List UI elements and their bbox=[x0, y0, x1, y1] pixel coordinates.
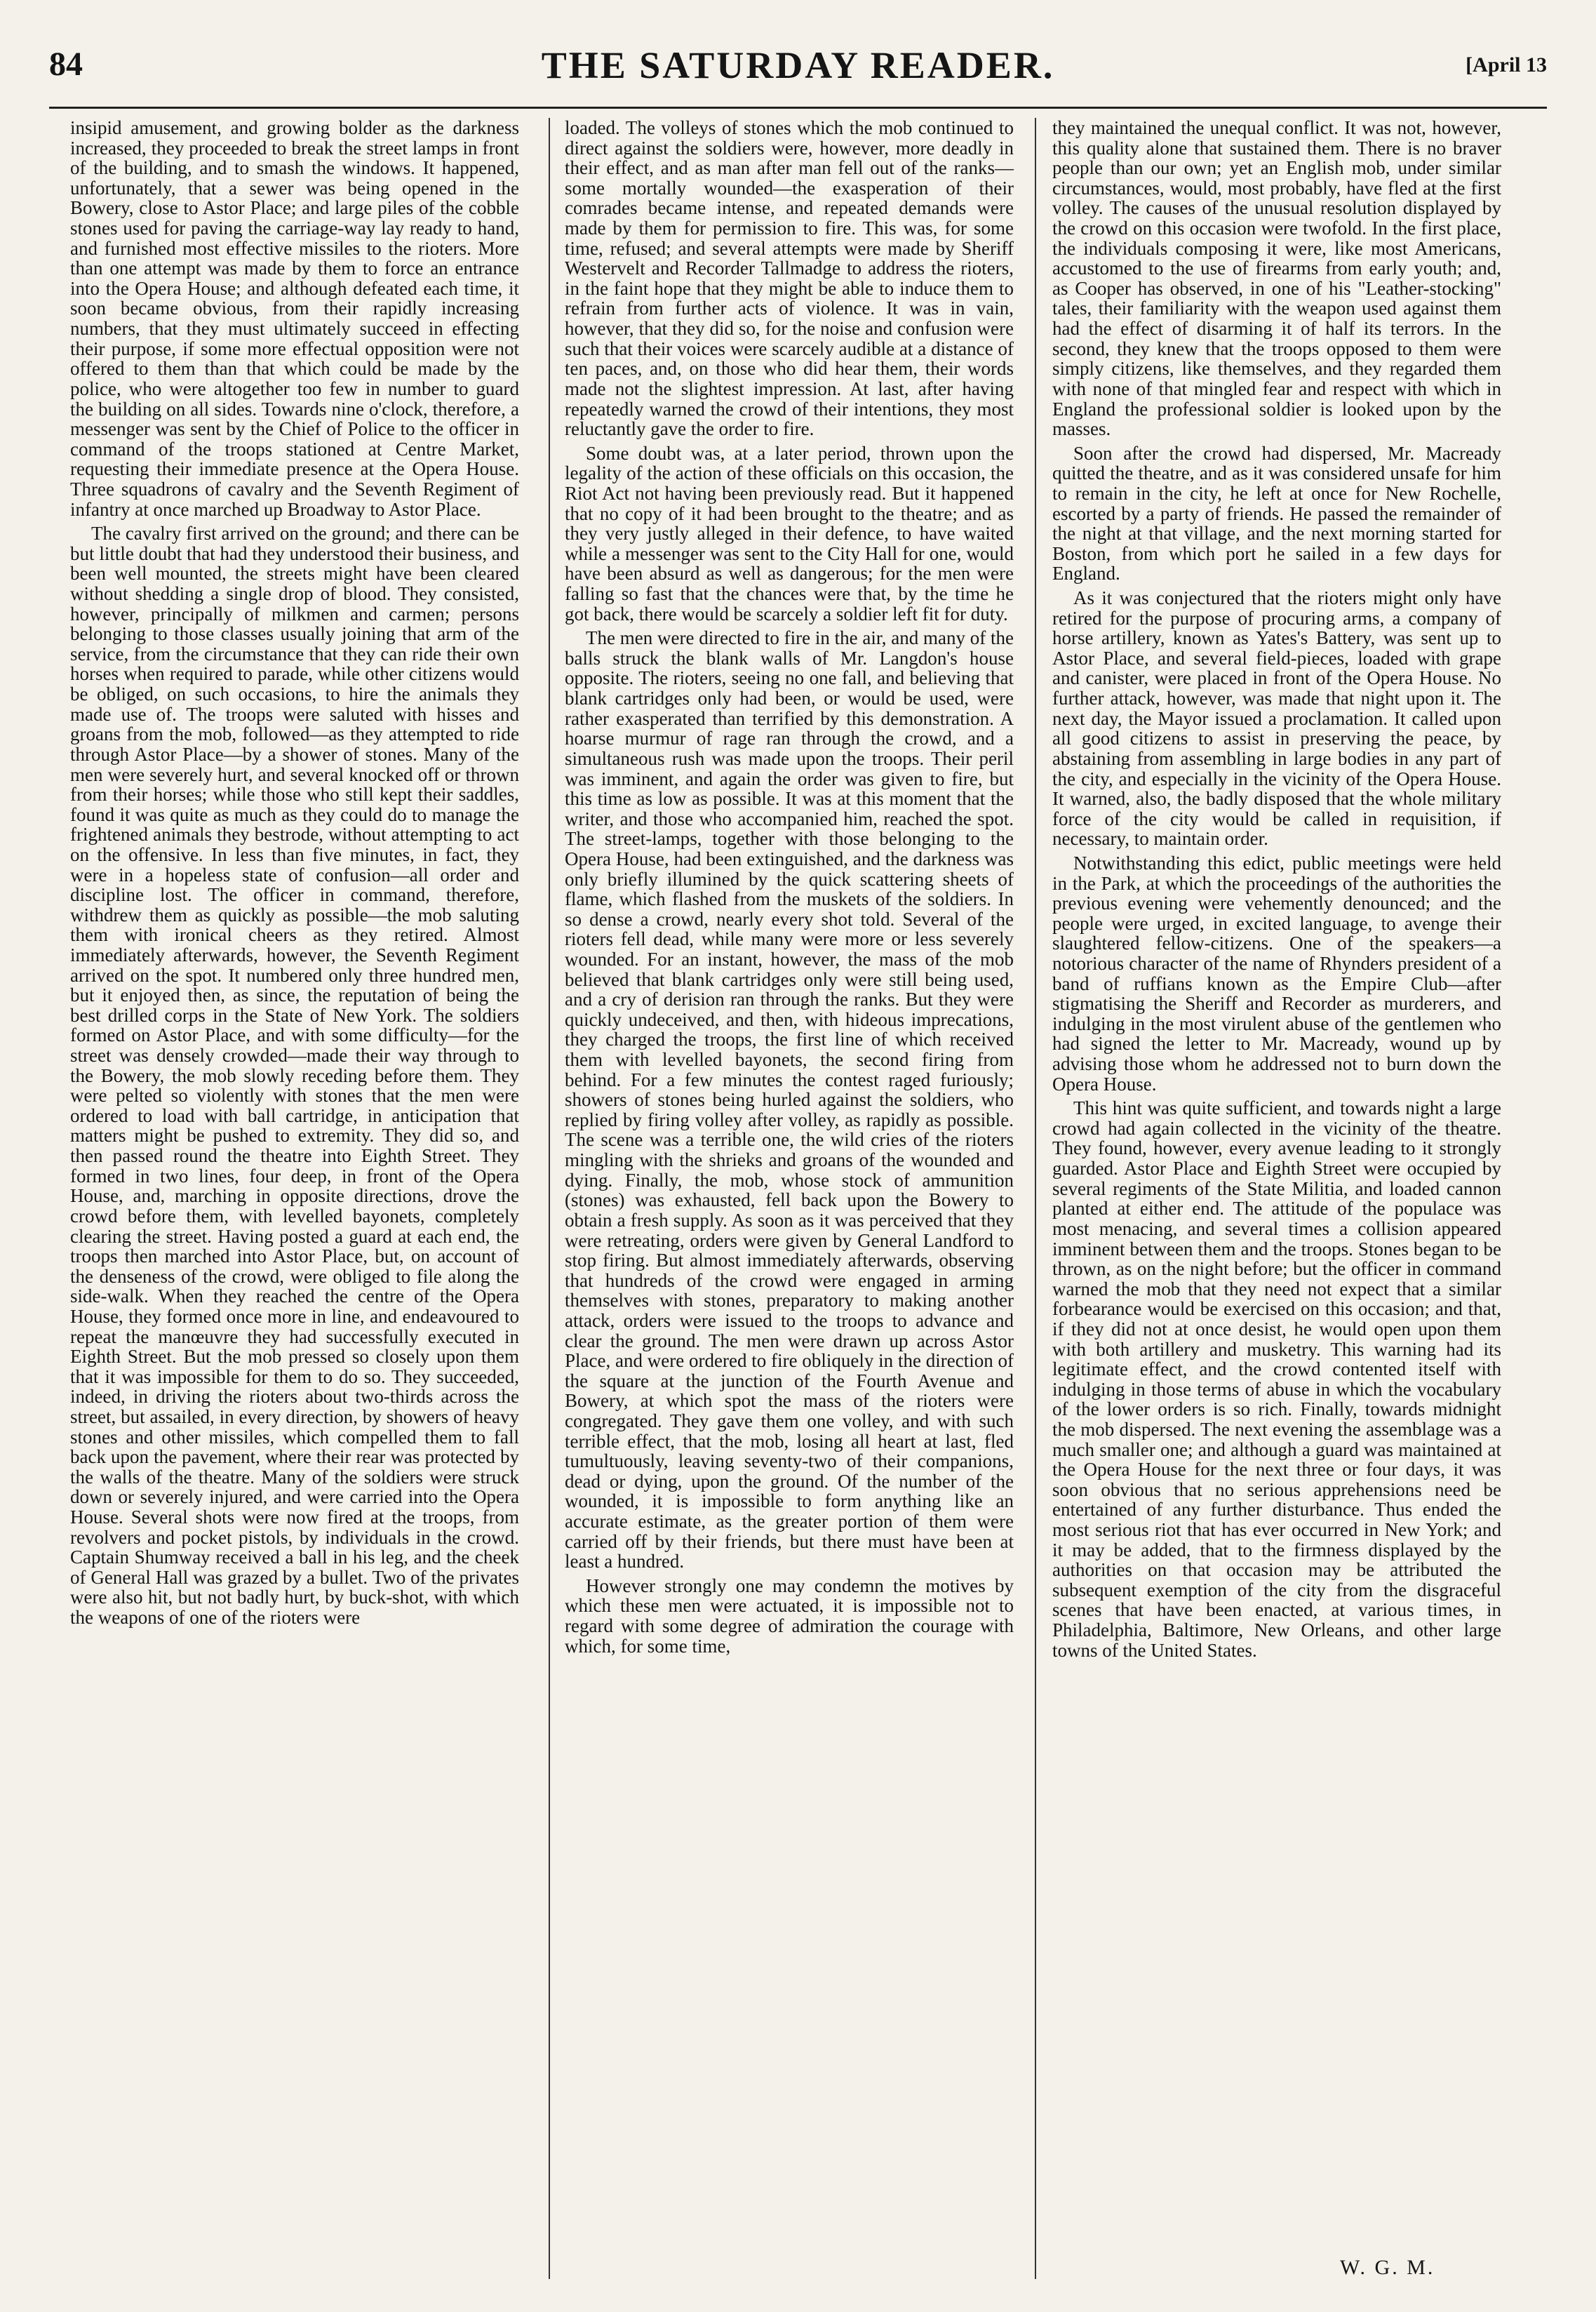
paragraph: However strongly one may condemn the motives by which these men were actuated, it is impossible not to regard with some degree of admiration the courage with which, for some time, bbox=[565, 1575, 1014, 1657]
page-header bbox=[49, 44, 1547, 93]
paragraph: The cavalry first arrived on the ground; and there can be but little doubt that had they understood their business, and been well mounted, the streets might have been cleared without shedding a single drop of blood. They consisted, however, principally of milkmen and carmen; persons belonging to those classes usually joining that arm of the service, from the circumstance that they can ride their own horses when required to parade, while other citizens would be obliged, on such occasions, to hire the animals they made use of. The troops were saluted with hisses and groans from the mob, followed—as they attempted to ride through Astor Place—by a shower of stones. Many of the men were severely hurt, and several knocked off or thrown from their horses; while those who still kept their saddles, found it was quite as much as they could do to manage the frightened animals they bestrode, without attempting to act on the offensive. In less than five minutes, in fact, they were in a hopeless state of confusion—all order and discipline lost. The officer in command, therefore, withdrew them as quickly as possible—the mob saluting them with ironical cheers as they retired. Almost immediately afterwards, however, the Seventh Regiment arrived on the spot. It numbered only three hundred men, but it enjoyed then, as since, the reputation of being the best drilled corps in the State of New York. The soldiers formed on Astor Place, and with some difficulty—for the street was densely crowded—made their way through to the Bowery, the mob slowly receding before them. They were pelted so violently with stones that the men were ordered to load with ball cartridge, in anticipation that matters might be pushed to extremity. They did so, and then passed round the theatre into Eighth Street. They formed in two lines, four deep, in front of the Opera House, and, marching in opposite directions, drove the crowd before them, with levelled bayonets, completely clearing the street. Having posted a guard at each end, the troops then marched into Astor Place, but, on account of the denseness of the crowd, were obliged to file along the side-walk. When they reached the centre of the Opera House, they formed once more in line, and endeavoured to repeat the manœuvre they had successfully executed in Eighth Street. But the mob pressed so closely upon them that it was impossible for them to do so. They succeeded, indeed, in driving the rioters about two-thirds across the street, but assailed, in every direction, by showers of heavy stones and other missiles, which compelled them to fall back upon the pavement, where their rear was protected by the walls of the theatre. Many of the soldiers were struck down or severely injured, and were carried into the Opera House. Several shots were now fired at the troops, from revolvers and pocket pistols, by individuals in the crowd. Captain Shumway received a ball in his leg, and the cheek of General Hall was grazed by a bullet. Two of the privates were also hit, but not badly hurt, by buck-shot, with which the weapons of one of the rioters were bbox=[70, 523, 519, 1629]
paragraph: The men were directed to fire in the air, and many of the balls struck the blank walls of Mr. Langdon's house opposite. The rioters, seeing no one fall, and believing that blank cartridges only had been, or would be used, were rather exasperated than terrified by this demonstration. A hoarse murmur of rage ran through the crowd, and a simultaneous rush was made upon the troops. Their peril was imminent, and again the order was given to fire, but this time as low as possible. It was at this moment that the writer, and those who accompanied him, reached the spot. The street-lamps, together with those belonging to the Opera House, had been extinguished, and the darkness was only briefly illumined by the quick scattering sheets of flame, which flashed from the muskets of the soldiers. In so dense a crowd, nearly every shot told. Several of the rioters fell dead, while many were more or less severely wounded. For an instant, however, the mass of the mob believed that blank cartridges only were still being used, and a cry of derision ran through the ranks. But they were quickly undeceived, and then, with hideous imprecations, they charged the troops, the first line of which received them with levelled bayonets, the second firing from behind. For a few minutes the contest raged furiously; showers of stones being hurled against the soldiers, who replied by firing volley after volley, as rapidly as possible. The scene was a terrible one, the wild cries of the rioters mingling with the shrieks and groans of the wounded and dying. Finally, the mob, whose stock of ammunition (stones) was exhausted, fell back upon the Bowery to obtain a fresh supply. As soon as it was perceived that they were retreating, orders were given by General Landford to stop firing. But almost immediately afterwards, observing that hundreds of the crowd were engaged in arming themselves with stones, preparatory to making another attack, orders were issued to the troops to advance and clear the ground. The men were drawn up across Astor Place, and were ordered to fire obliquely in the direction of the square at the junction of the Fourth Avenue and Bowery, at which spot the mass of the rioters were congregated. They gave them one volley, and with such terrible effect, that the mob, losing all heart at last, fled tumultuously, leaving seventy-two of their companions, dead or dying, upon the ground. Of the number of the wounded, it is impossible to form anything like an accurate estimate, as the greater portion of them were carried off by their friends, but there must have been at least a hundred. bbox=[565, 627, 1014, 1572]
paragraph: This hint was quite sufficient, and towards night a large crowd had again collected in the vicinity of the theatre. They found, however, every avenue leading to it strongly guarded. Astor Place and Eighth Street were occupied by several regiments of the State Militia, and loaded cannon planted at either end. The attitude of the populace was most menacing, and several times a collision appeared imminent between them and the troops. Stones began to be thrown, as on the night before; but the officer in command warned the mob that they need not expect that a similar forbearance would be exercised on this occasion; and that, if they did not at once desist, he would open upon them with both artillery and musketry. This warning had its legitimate effect, and the crowd contented itself with indulging in those terms of abuse in which the vocabulary of the lower orders is so rich. Finally, towards midnight the mob dispersed. The next evening the assemblage was a much smaller one; and although a guard was maintained at the Opera House for the next three or four days, it was soon obvious that no serious apprehensions need be entertained of any further disturbance. Thus ended the most serious riot that has ever occurred in New York; and it may be added, that to the firmness displayed by the authorities on that occasion may be attributed the subsequent exemption of the city from the disgraceful scenes that have been enacted, at various times, in Philadelphia, Baltimore, New Orleans, and other large towns of the United States. bbox=[1052, 1097, 1501, 1661]
author-signature: W. G. M. bbox=[1340, 2256, 1435, 2279]
column-1 bbox=[70, 118, 519, 1632]
publication-title: THE SATURDAY READER. bbox=[541, 44, 1055, 86]
column-2 bbox=[565, 118, 1014, 1660]
paragraph: loaded. The volleys of stones which the mob continued to direct against the soldiers were, however, more deadly in their effect, and as man after man fell out of the ranks—some mortally wounded—the exasperation of their comrades became intense, and repeated demands were made by them for permission to fire. This was, for some time, refused; and several attempts were made by Sheriff Westervelt and Recorder Tallmadge to address the rioters, in the faint hope that they might be able to induce them to refrain from further acts of violence. It was in vain, however, that they did so, for the noise and confusion were such that their voices were scarcely audible at a distance of ten paces, and, on those who did hear them, their words made not the slightest impression. At last, after having repeatedly warned the crowd of their intentions, they most reluctantly gave the order to fire. bbox=[565, 117, 1014, 440]
issue-date: [April 13 bbox=[1466, 53, 1547, 76]
paragraph: they maintained the unequal conflict. It was not, however, this quality alone that sustained them. There is no braver people than our own; yet an English mob, under similar circumstances, would, most probably, have fled at the first volley. The causes of the unusual resolution displayed by the crowd on this occasion were twofold. In the first place, the individuals composing it were, like most Americans, accustomed to the use of firearms from early youth; and, as Cooper has observed, in one of his "Leather-stocking" tales, their familiarity with the weapon used against them had the effect of disarming it of half its terrors. In the second, they knew that the troops opposed to them were simply citizens, like themselves, and they regarded them with none of that mingled fear and respect with which in England the professional soldier is looked upon by the masses. bbox=[1052, 117, 1501, 440]
column-divider-1 bbox=[549, 118, 550, 2279]
column-3 bbox=[1052, 118, 1501, 1664]
paragraph: Some doubt was, at a later period, thrown upon the legality of the action of these officials on this occasion, the Riot Act not having been previously read. But it happened that no copy of it had been brought to the theatre; and as they very justly alleged in their defence, to have waited while a messenger was sent to the City Hall for one, would have been absurd as well as dangerous; for the men were falling so fast that the chances were that, by the time he got back, there would be scarcely a soldier left fit for duty. bbox=[565, 442, 1014, 624]
paragraph: Notwithstanding this edict, public meetings were held in the Park, at which the proceedings of the authorities the previous evening were vehemently denounced; and the people were urged, in excited language, to avenge their slaughtered fellow-citizens. One of the speakers—a notorious character of the name of Rhynders president of a band of ruffians known as the Empire Club—after stigmatising the Sheriff and Recorder as murderers, and indulging in the most virulent abuse of the gentlemen who had signed the letter to Mr. Macready, wound up by advising those whom he addressed not to burn down the Opera House. bbox=[1052, 852, 1501, 1095]
page-number: 84 bbox=[49, 46, 83, 83]
paragraph: insipid amusement, and growing bolder as the darkness increased, they proceeded to break the street lamps in front of the building, and to smash the windows. It happened, unfortunately, that a sewer was being opened in the Bowery, close to Astor Place; and large piles of the cobble stones used for paving the carriage-way lay ready to hand, and furnished most effective missiles to the rioters. More than one attempt was made by them to force an entrance into the Opera House; and although defeated each time, it soon became obvious, from their rapidly increasing numbers, that they must ultimately succeed in effecting their purpose, if some more effectual opposition were not offered to them than that which could be made by the police, who were altogether too few in number to guard the building on all sides. Towards nine o'clock, therefore, a messenger was sent by the Chief of Police to the officer in command of the troops stationed at Centre Market, requesting their immediate presence at the Opera House. Three squadrons of cavalry and the Seventh Regiment of infantry at once marched up Broadway to Astor Place. bbox=[70, 117, 519, 520]
paragraph: Soon after the crowd had dispersed, Mr. Macready quitted the theatre, and as it was considered unsafe for him to remain in the city, he left at once for New Rochelle, escorted by a party of friends. He passed the remainder of the night at that village, and the next morning started for Boston, from which port he sailed in a few days for England. bbox=[1052, 442, 1501, 584]
column-divider-2 bbox=[1035, 118, 1036, 2279]
header-rule bbox=[49, 107, 1547, 109]
paragraph: As it was conjectured that the rioters might only have retired for the purpose of procuring arms, a company of horse artillery, known as Yates's Battery, was sent up to Astor Place, and several field-pieces, loaded with grape and canister, were placed in front of the Opera House. No further attack, however, was made that night upon it. The next day, the Mayor issued a proclamation. It called upon all good citizens to assist in preserving the peace, by abstaining from assembling in large bodies in any part of the city, and especially in the vicinity of the Opera House. It warned, also, the badly disposed that the whole military force of the city would be called in requisition, if necessary, to maintain order. bbox=[1052, 587, 1501, 850]
